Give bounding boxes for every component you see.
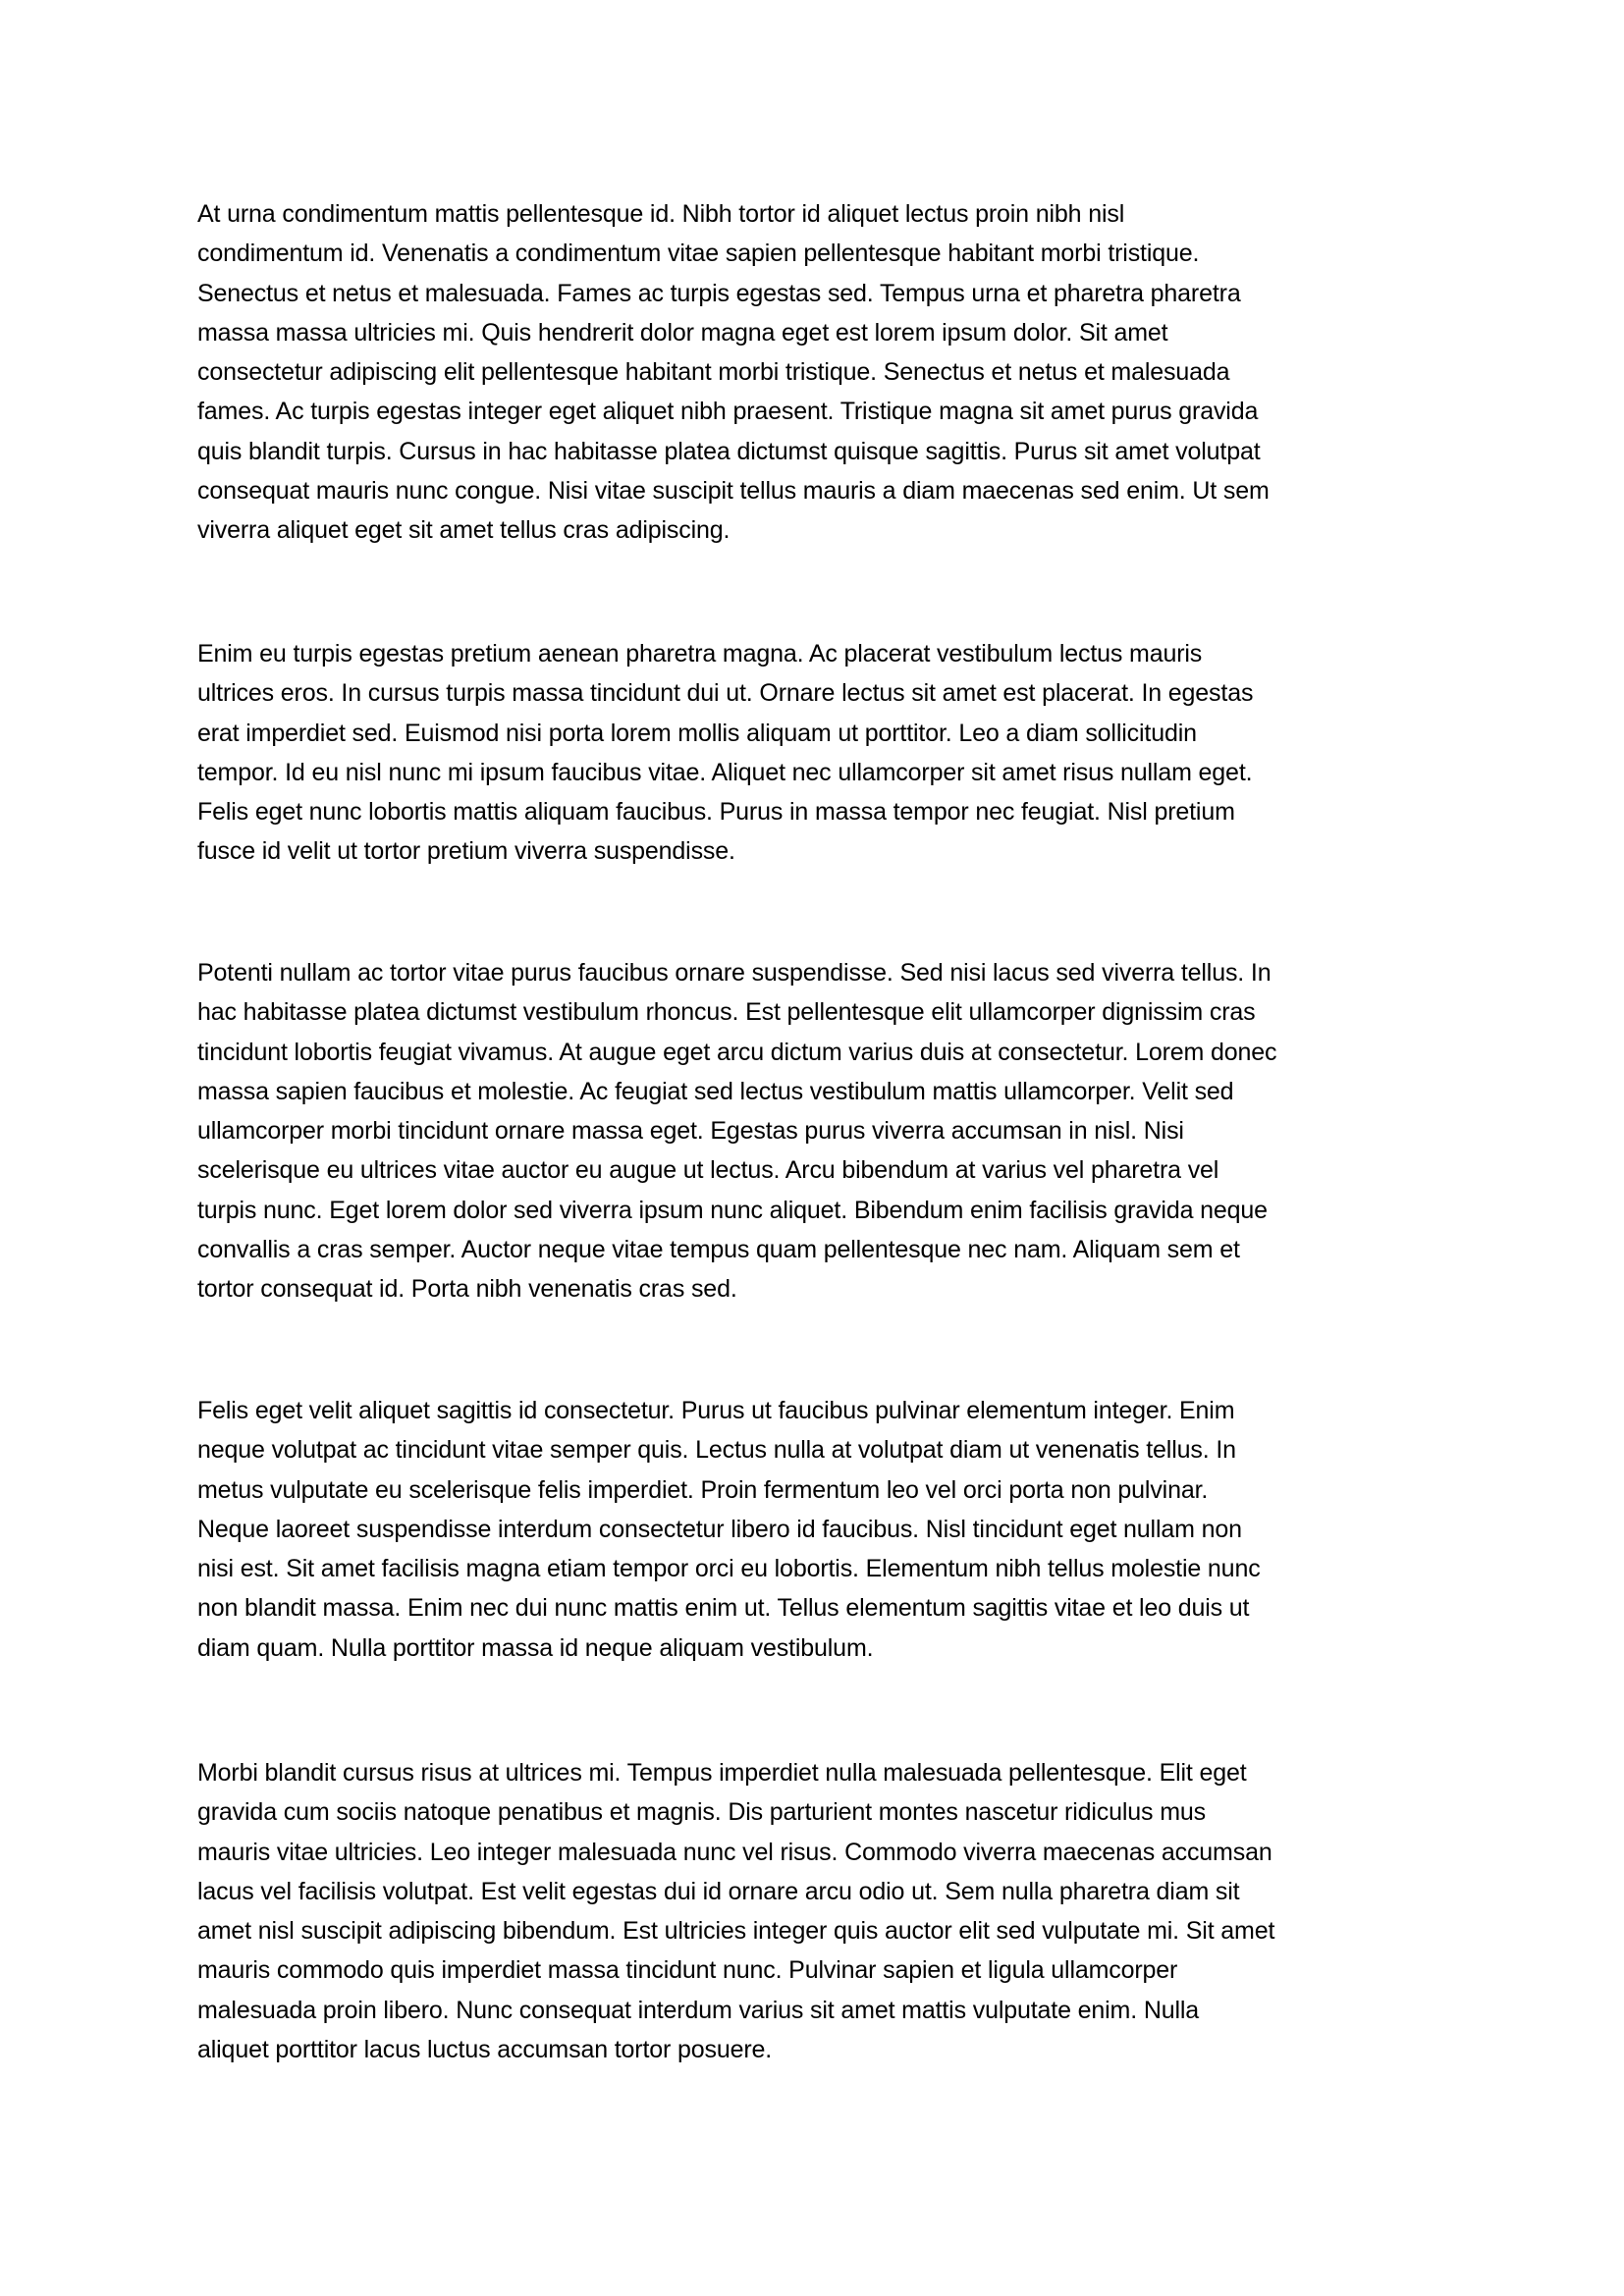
paragraph-2 [197, 634, 1474, 872]
text-line: ullamcorper morbi tincidunt ornare massa eget. Egestas purus viverra accumsan in nisl. Nisi [197, 1117, 1184, 1146]
paragraph-3 [197, 953, 1474, 1309]
text-line: viverra aliquet eget sit amet tellus cras adipiscing. [197, 516, 731, 545]
text-line: Felis eget nunc lobortis mattis aliquam faucibus. Purus in massa tempor nec feugiat. Nisl pretium [197, 798, 1235, 827]
text-line: consequat mauris nunc congue. Nisi vitae suscipit tellus mauris a diam maecenas sed enim. Ut sem [197, 477, 1270, 506]
text-line: convallis a cras semper. Auctor neque vitae tempus quam pellentesque nec nam. Aliquam sem et [197, 1236, 1240, 1264]
text-line: diam quam. Nulla porttitor massa id neque aliquam vestibulum. [197, 1633, 874, 1662]
text-line: Senectus et netus et malesuada. Fames ac turpis egestas sed. Tempus urna et pharetra pharetra [197, 279, 1241, 307]
text-line: non blandit massa. Enim nec dui nunc mattis enim ut. Tellus elementum sagittis vitae et leo duis ut [197, 1594, 1250, 1623]
text-line: lacus vel facilisis volutpat. Est velit egestas dui id ornare arcu odio ut. Sem nulla pharetra diam sit [197, 1877, 1240, 1905]
text-line: fusce id velit ut tortor pretium viverra suspendisse. [197, 837, 735, 866]
text-line: condimentum id. Venenatis a condimentum vitae sapien pellentesque habitant morbi tristique. [197, 240, 1200, 268]
text-line: massa sapien faucibus et molestie. Ac feugiat sed lectus vestibulum mattis ullamcorper. Velit sed [197, 1077, 1234, 1105]
text-line: tincidunt lobortis feugiat vivamus. At augue eget arcu dictum varius duis at consectetur. Lorem donec [197, 1038, 1277, 1066]
paragraph-4 [197, 1391, 1474, 1668]
text-line: malesuada proin libero. Nunc consequat interdum varius sit amet mattis vulputate enim. Nulla [197, 1996, 1200, 2024]
text-line: At urna condimentum mattis pellentesque id. Nibh tortor id aliquet lectus proin nibh nisl [197, 200, 1125, 228]
text-line: Morbi blandit cursus risus at ultrices mi. Tempus imperdiet nulla malesuada pellentesque. Elit eget [197, 1759, 1247, 1787]
text-line: ultrices eros. In cursus turpis massa tincidunt dui ut. Ornare lectus sit amet est placerat. In egestas [197, 679, 1254, 708]
text-line: nisi est. Sit amet facilisis magna etiam tempor orci eu lobortis. Elementum nibh tellus molestie nunc [197, 1555, 1261, 1583]
text-line: neque volutpat ac tincidunt vitae semper quis. Lectus nulla at volutpat diam ut venenatis tellus. In [197, 1436, 1236, 1465]
text-line: amet nisl suscipit adipiscing bibendum. Est ultricies integer quis auctor elit sed vulputate mi. Sit amet [197, 1917, 1275, 1946]
paragraph-1 [197, 194, 1474, 551]
text-line: aliquet porttitor lacus luctus accumsan tortor posuere. [197, 2036, 773, 2064]
text-line: scelerisque eu ultrices vitae auctor eu augue ut lectus. Arcu bibendum at varius vel pharetra vel [197, 1156, 1219, 1185]
text-line: Enim eu turpis egestas pretium aenean pharetra magna. Ac placerat vestibulum lectus mauris [197, 640, 1203, 667]
text-line: mauris vitae ultricies. Leo integer malesuada nunc vel risus. Commodo viverra maecenas accumsan [197, 1838, 1272, 1866]
text-line: tempor. Id eu nisl nunc mi ipsum faucibus vitae. Aliquet nec ullamcorper sit amet risus nullam eget. [197, 758, 1253, 786]
text-line: fames. Ac turpis egestas integer eget aliquet nibh praesent. Tristique magna sit amet purus gravida [197, 398, 1259, 426]
text-line: hac habitasse platea dictumst vestibulum rhoncus. Est pellentesque elit ullamcorper dignissim cras [197, 998, 1256, 1027]
text-line: Potenti nullam ac tortor vitae purus faucibus ornare suspendisse. Sed nisi lacus sed viverra tellus. In [197, 959, 1272, 987]
text-line: erat imperdiet sed. Euismod nisi porta lorem mollis aliquam ut porttitor. Leo a diam sollicitudin [197, 719, 1197, 747]
text-line: metus vulputate eu scelerisque felis imperdiet. Proin fermentum leo vel orci porta non pulvinar. [197, 1475, 1209, 1504]
text-line: massa massa ultricies mi. Quis hendrerit dolor magna eget est lorem ipsum dolor. Sit amet [197, 318, 1168, 347]
text-line: Neque laoreet suspendisse interdum consectetur libero id faucibus. Nisl tincidunt eget nullam non [197, 1515, 1242, 1543]
text-line: mauris commodo quis imperdiet massa tincidunt nunc. Pulvinar sapien et ligula ullamcorper [197, 1956, 1178, 1985]
text-line: turpis nunc. Eget lorem dolor sed viverra ipsum nunc aliquet. Bibendum enim facilisis gravida neque [197, 1196, 1268, 1224]
paragraph-5 [197, 1753, 1474, 2069]
text-line: consectetur adipiscing elit pellentesque habitant morbi tristique. Senectus et netus et malesuada [197, 358, 1230, 387]
text-line: gravida cum sociis natoque penatibus et magnis. Dis parturient montes nascetur ridiculus mus [197, 1798, 1206, 1827]
text-line: Felis eget velit aliquet sagittis id consectetur. Purus ut faucibus pulvinar elementum integer. Enim [197, 1397, 1235, 1424]
text-line: tortor consequat id. Porta nibh venenatis cras sed. [197, 1275, 737, 1304]
text-line: quis blandit turpis. Cursus in hac habitasse platea dictumst quisque sagittis. Purus sit amet volutpat [197, 437, 1261, 465]
